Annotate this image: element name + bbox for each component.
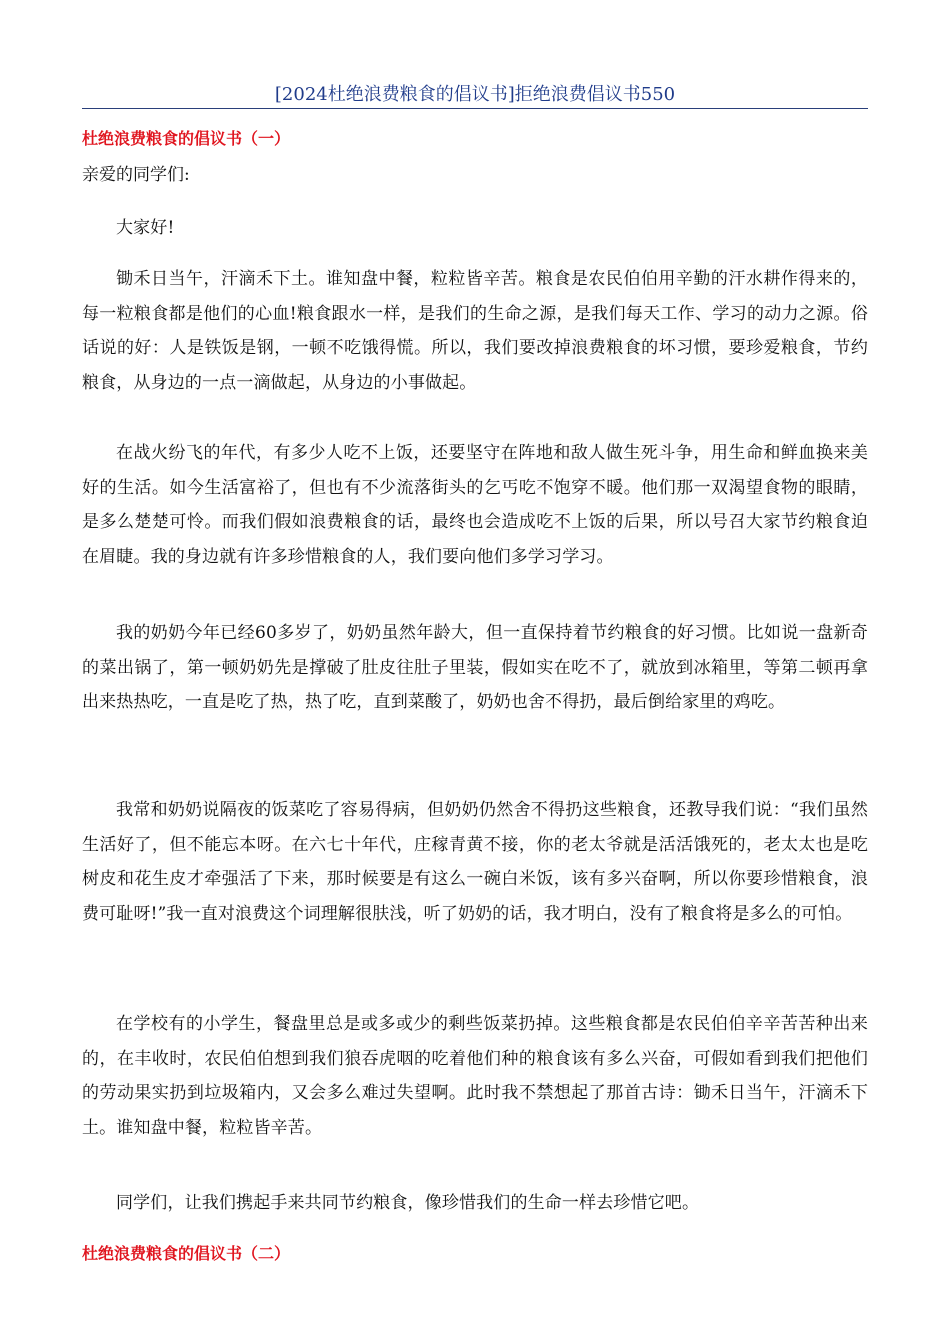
page-header-title: [2024杜绝浪费粮食的倡议书]拒绝浪费倡议书550 [274,84,676,105]
paragraph-4: 我常和奶奶说隔夜的饭菜吃了容易得病，但奶奶仍然舍不得扔这些粮食，还教导我们说：“我们虽然生活好了，但不能忘本呀。在六七十年代，庄稼青黄不接，你的老太爷就是活活饿死的，老太太也是吃树皮和花生皮才牵强活了下来，那时候要是有这么一碗白米饭，该有多兴奋啊，所以你要珍惜粮食，浪费可耻呀!”我一直对浪费这个词理解很肤浅，听了奶奶的话，我才明白，没有了粮食将是多么的可怕。 [82,800,868,924]
paragraph-2: 在战火纷飞的年代，有多少人吃不上饭，还要坚守在阵地和敌人做生死斗争，用生命和鲜血换来美好的生活。如今生活富裕了，但也有不少流落街头的乞丐吃不饱穿不暖。他们那一双渴望食物的眼睛，是多么楚楚可怜。而我们假如浪费粮食的话，最终也会造成吃不上饭的后果，所以号召大家节约粮食迫在眉睫。我的身边就有许多珍惜粮食的人，我们要向他们多学习学习。 [82,443,868,567]
paragraph-5: 在学校有的小学生，餐盘里总是或多或少的剩些饭菜扔掉。这些粮食都是农民伯伯辛辛苦苦种出来的，在丰收时，农民伯伯想到我们狼吞虎咽的吃着他们种的粮食该有多么兴奋，可假如看到我们把他们的劳动果实扔到垃圾箱内，又会多么难过失望啊。此时我不禁想起了那首古诗：锄禾日当午，汗滴禾下土。谁知盘中餐，粒粒皆辛苦。 [82,1014,868,1138]
section-2-heading: 杜绝浪费粮食的倡议书（二） [82,1244,291,1263]
paragraph-3: 我的奶奶今年已经60多岁了，奶奶虽然年龄大，但一直保持着节约粮食的好习惯。比如说一盘新奇的菜出锅了，第一顿奶奶先是撑破了肚皮往肚子里装，假如实在吃不了，就放到冰箱里，等第二顿再拿出来热热吃，一直是吃了热，热了吃，直到菜酸了，奶奶也舍不得扔，最后倒给家里的鸡吃。 [82,623,868,712]
paragraph-closing: 同学们，让我们携起手来共同节约粮食，像珍惜我们的生命一样去珍惜它吧。 [116,1193,700,1213]
section-1-heading: 杜绝浪费粮食的倡议书（一） [82,129,291,148]
paragraph-1: 锄禾日当午，汗滴禾下土。谁知盘中餐，粒粒皆辛苦。粮食是农民伯伯用辛勤的汗水耕作得来的，每一粒粮食都是他们的心血!粮食跟水一样，是我们的生命之源，是我们每天工作、学习的动力之源。俗话说的好：人是铁饭是钢，一顿不吃饿得慌。所以，我们要改掉浪费粮食的坏习惯，要珍爱粮食，节约粮食，从身边的一点一滴做起，从身边的小事做起。 [82,269,868,393]
salutation: 亲爱的同学们: [82,165,190,185]
header-divider [82,108,868,109]
paragraph-greeting: 大家好! [116,218,175,238]
